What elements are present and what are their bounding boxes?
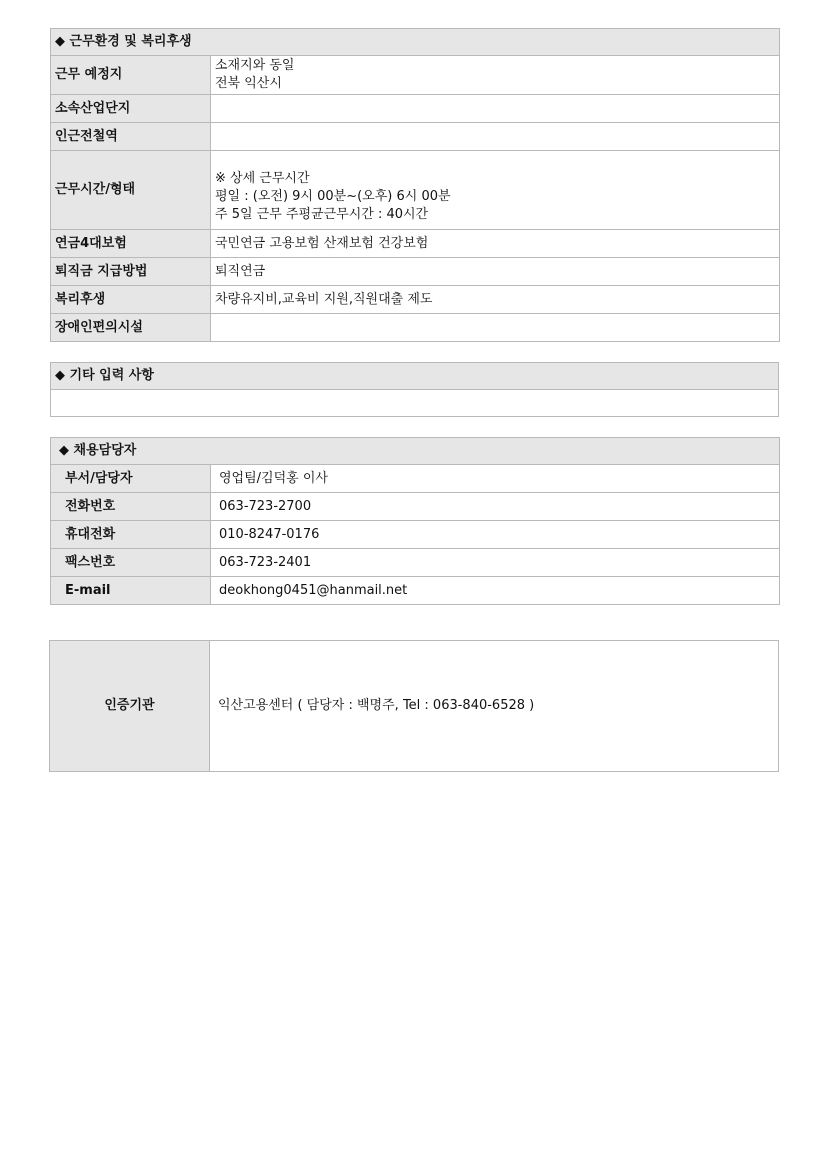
row-value-work-hours bbox=[211, 151, 780, 230]
table-row bbox=[51, 95, 780, 123]
table-row bbox=[51, 230, 780, 258]
table-row bbox=[51, 465, 780, 493]
etc-section-header-row bbox=[51, 363, 779, 390]
row-label-insurance: 연금4대보험 bbox=[51, 230, 211, 258]
table-row bbox=[51, 390, 779, 417]
row-label-fax: 팩스번호 bbox=[51, 549, 211, 577]
work-section-header-row bbox=[51, 29, 780, 56]
etc-info-table bbox=[50, 362, 779, 417]
row-value-phone: 063-723-2700 bbox=[211, 493, 780, 521]
row-value-mobile: 010-8247-0176 bbox=[211, 521, 780, 549]
certification-agency-table bbox=[49, 640, 779, 772]
table-row bbox=[50, 641, 779, 772]
etc-content bbox=[51, 390, 779, 417]
row-label-nearby-station: 인근전철역 bbox=[51, 123, 211, 151]
row-label-accessibility: 장애인편의시설 bbox=[51, 314, 211, 342]
row-value-email[interactable]: deokhong0451@hanmail.net bbox=[211, 577, 780, 605]
work-section-title: ◆ 근무환경 및 복리후생 bbox=[51, 29, 780, 56]
table-row bbox=[51, 314, 780, 342]
contact-section-header-row bbox=[51, 438, 780, 465]
row-value-severance: 퇴직연금 bbox=[211, 258, 780, 286]
row-label-mobile: 휴대전화 bbox=[51, 521, 211, 549]
work-environment-table bbox=[50, 28, 780, 342]
value-line: 주 5일 근무 주평균근무시간 : 40시간 bbox=[215, 207, 429, 222]
row-value-work-location bbox=[211, 56, 780, 95]
cert-agency-label: 인증기관 bbox=[50, 641, 210, 772]
row-label-work-hours: 근무시간/형태 bbox=[51, 151, 211, 230]
table-row bbox=[51, 123, 780, 151]
row-value-nearby-station bbox=[211, 123, 780, 151]
row-label-industrial-complex: 소속산업단지 bbox=[51, 95, 211, 123]
row-label-department: 부서/담당자 bbox=[51, 465, 211, 493]
row-value-industrial-complex bbox=[211, 95, 780, 123]
row-value-fax: 063-723-2401 bbox=[211, 549, 780, 577]
value-line: 전북 익산시 bbox=[215, 76, 282, 91]
row-value-insurance: 국민연금 고용보험 산재보험 건강보험 bbox=[211, 230, 780, 258]
row-value-accessibility bbox=[211, 314, 780, 342]
contact-section-title: ◆ 채용담당자 bbox=[51, 438, 780, 465]
row-label-phone: 전화번호 bbox=[51, 493, 211, 521]
table-row bbox=[51, 56, 780, 95]
value-line: ※ 상세 근무시간 bbox=[215, 171, 310, 186]
row-label-benefits: 복리후생 bbox=[51, 286, 211, 314]
value-line: 소재지와 동일 bbox=[215, 58, 295, 73]
table-row bbox=[51, 521, 780, 549]
table-row bbox=[51, 549, 780, 577]
table-row bbox=[51, 286, 780, 314]
row-label-work-location: 근무 예정지 bbox=[51, 56, 211, 95]
cert-agency-value: 익산고용센터 ( 담당자 : 백명주, Tel : 063-840-6528 ) bbox=[210, 641, 779, 772]
recruiter-contact-table bbox=[50, 437, 780, 605]
table-row bbox=[51, 151, 780, 230]
row-value-department: 영업팀/김덕홍 이사 bbox=[211, 465, 780, 493]
table-row bbox=[51, 258, 780, 286]
row-label-email: E-mail bbox=[51, 577, 211, 605]
etc-section-title: ◆ 기타 입력 사항 bbox=[51, 363, 779, 390]
table-row bbox=[51, 577, 780, 605]
row-label-severance: 퇴직금 지급방법 bbox=[51, 258, 211, 286]
table-row bbox=[51, 493, 780, 521]
value-line: 평일 : (오전) 9시 00분~(오후) 6시 00분 bbox=[215, 189, 451, 204]
row-value-benefits: 차량유지비,교육비 지원,직원대출 제도 bbox=[211, 286, 780, 314]
